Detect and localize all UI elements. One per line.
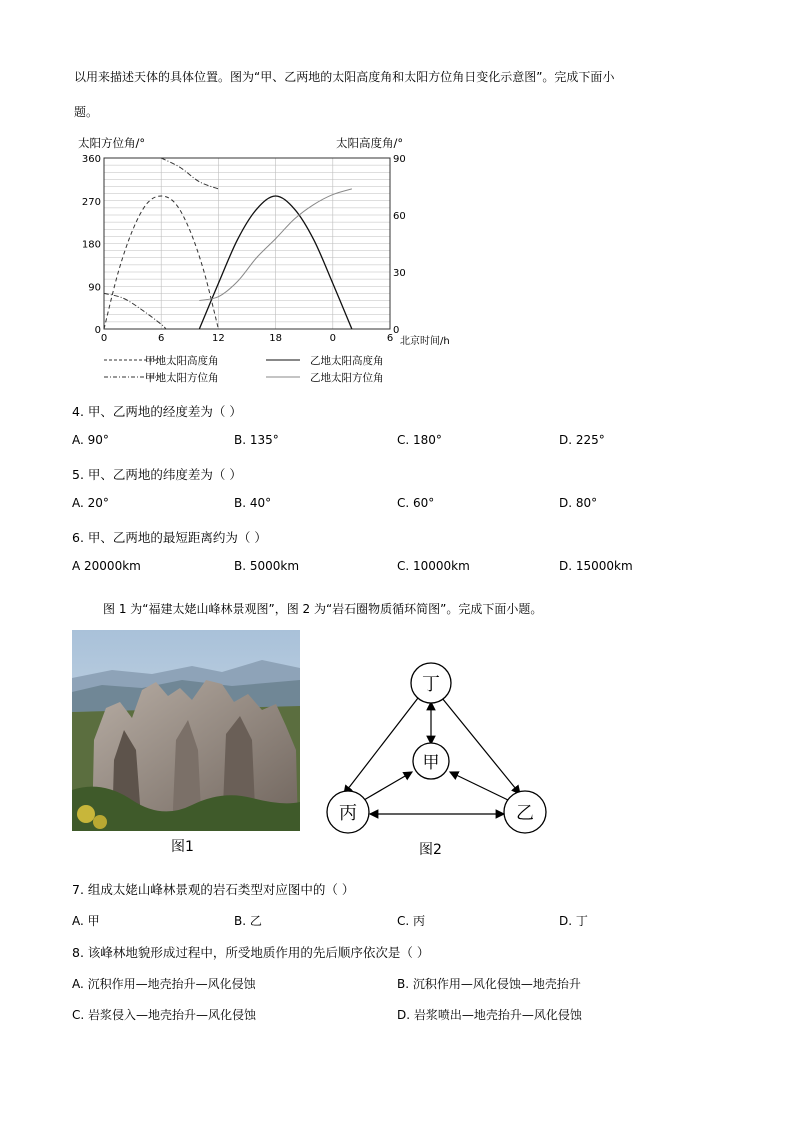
x-ticks: [101, 333, 393, 344]
q5-option-a[interactable]: A. 20°: [72, 496, 109, 510]
q7-option-b[interactable]: B. 乙: [234, 914, 262, 928]
x-tick-label: 0: [329, 333, 336, 344]
q5-option-c[interactable]: C. 60°: [397, 496, 435, 510]
question-4: 4. 甲、乙两地的经度差为（ ）: [72, 404, 242, 419]
right-axis-label: 太阳高度角/°: [336, 136, 404, 150]
series-line-1: [161, 158, 218, 189]
series-line-1: [104, 293, 166, 329]
left-axis-label: 太阳方位角/°: [78, 136, 146, 150]
q6-option-a[interactable]: A 20000km: [72, 559, 141, 573]
x-tick-label: 12: [212, 333, 225, 344]
legend-yi-azimuth: 乙地太阳方位角: [310, 372, 384, 384]
question-8: 8. 该峰林地貌形成过程中，所受地质作用的先后顺序依次是（ ）: [72, 945, 430, 960]
left-tick-label: 0: [94, 325, 101, 336]
arrow-ding-to-bing: [344, 698, 418, 794]
x-tick-label: 6: [386, 333, 394, 344]
q8-option-b[interactable]: B. 沉积作用—风化侵蚀—地壳抬升: [397, 977, 581, 991]
left-tick-label: 180: [81, 239, 101, 251]
node-yi-label: 乙: [516, 803, 534, 824]
right-tick-label: 90: [393, 154, 406, 165]
legend-jia-azimuth: 甲地太阳方位角: [145, 372, 219, 384]
legend-jia-altitude: 甲地太阳高度角: [145, 355, 219, 367]
left-ticks: [82, 154, 101, 336]
q7-option-c[interactable]: C. 丙: [397, 914, 426, 928]
q6-option-d[interactable]: D. 15000km: [559, 559, 633, 573]
left-tick-label: 90: [88, 282, 101, 294]
figure-2-diagram: [320, 660, 550, 830]
q8-option-c[interactable]: C. 岩浆侵入—地壳抬升—风化侵蚀: [72, 1008, 257, 1022]
figure-1-photo: [72, 630, 300, 831]
intro-line-2: 题。: [74, 105, 99, 119]
x-tick-label: 0: [100, 333, 108, 344]
q7-option-a[interactable]: A. 甲: [72, 914, 100, 928]
right-tick-label: 60: [393, 211, 406, 222]
question-5: 5. 甲、乙两地的纬度差为（ ）: [72, 467, 242, 482]
q4-option-d[interactable]: D. 225°: [559, 433, 605, 447]
intro-2: 图 1 为“福建太姥山峰林景观图”，图 2 为“岩石圈物质循环简图”。完成下面小题。: [103, 602, 543, 616]
node-jia-label: 甲: [422, 753, 440, 773]
chart-grid: [104, 158, 390, 329]
x-tick-label: 18: [269, 333, 282, 344]
x-axis-label: 北京时间/h: [400, 336, 450, 347]
figure-1-caption: 图1: [171, 839, 194, 855]
right-tick-label: 0: [393, 325, 400, 336]
q8-option-a[interactable]: A. 沉积作用—地壳抬升—风化侵蚀: [72, 977, 256, 991]
intro-line-1: 以用来描述天体的具体位置。图为“甲、乙两地的太阳高度角和太阳方位角日变化示意图”。完成下面小: [74, 70, 615, 84]
q6-option-c[interactable]: C. 10000km: [397, 559, 470, 573]
question-6: 6. 甲、乙两地的最短距离约为（ ）: [72, 530, 267, 545]
right-ticks: [393, 154, 406, 336]
arrow-yi-to-jia: [450, 772, 508, 800]
figure-2-caption: 图2: [419, 842, 442, 858]
left-tick-label: 270: [81, 196, 101, 208]
node-ding-label: 丁: [422, 674, 440, 695]
right-tick-label: 30: [393, 268, 406, 279]
q6-option-b[interactable]: B. 5000km: [234, 559, 300, 573]
q7-option-d[interactable]: D. 丁: [559, 914, 588, 928]
arrow-bing-to-jia: [364, 772, 412, 800]
solar-chart: [70, 132, 450, 388]
q4-option-c[interactable]: C. 180°: [397, 433, 442, 447]
q8-option-d[interactable]: D. 岩浆喷出—地壳抬升—风化侵蚀: [397, 1008, 582, 1022]
question-7: 7. 组成太姥山峰林景观的岩石类型对应图中的（ ）: [72, 882, 355, 897]
q5-option-b[interactable]: B. 40°: [234, 496, 272, 510]
q5-option-d[interactable]: D. 80°: [559, 496, 598, 510]
left-tick-label: 360: [81, 154, 101, 165]
x-tick-label: 6: [158, 333, 165, 344]
node-bing-label: 丙: [339, 803, 357, 824]
q4-option-a[interactable]: A. 90°: [72, 433, 109, 447]
arrow-ding-to-yi: [442, 698, 520, 794]
legend-yi-altitude: 乙地太阳高度角: [310, 355, 384, 367]
q4-option-b[interactable]: B. 135°: [234, 433, 279, 447]
